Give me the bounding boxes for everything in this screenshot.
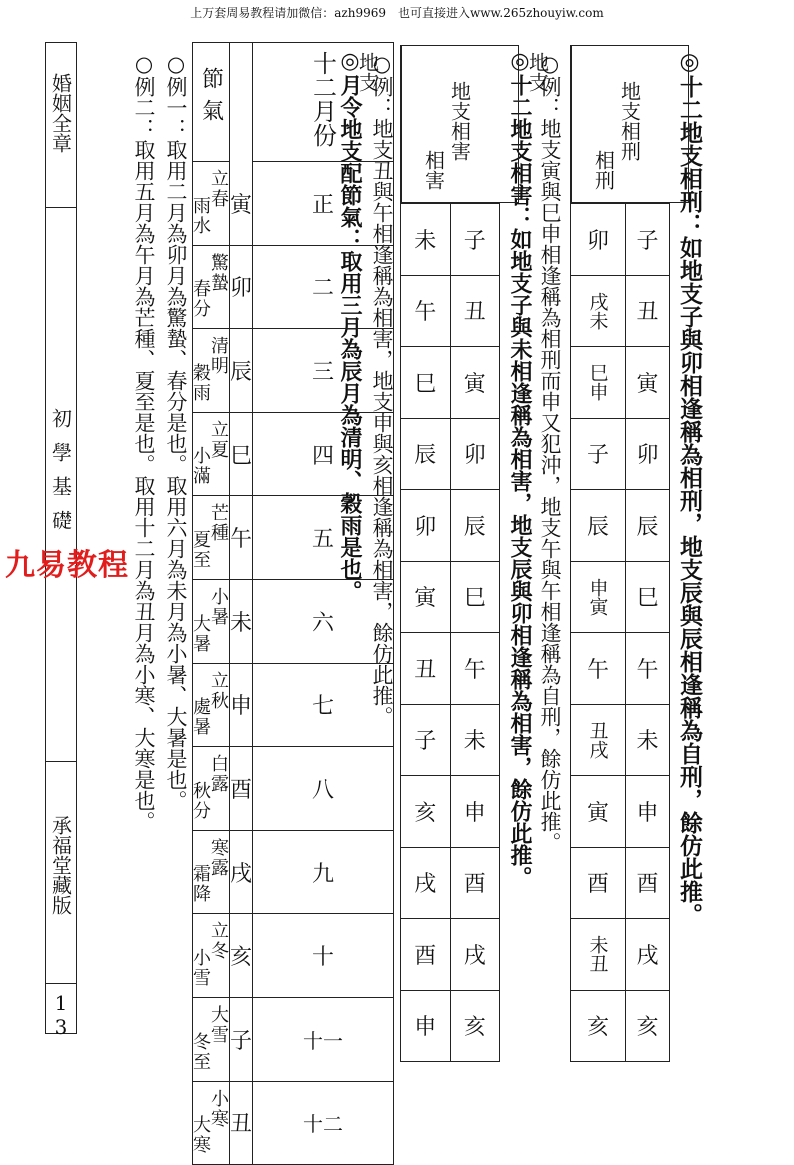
month-cell: 九 [253, 830, 394, 914]
branch-cell: 辰 [230, 329, 253, 413]
hai-branch-cell: 子 [450, 204, 500, 276]
table-row [193, 496, 394, 580]
table-row [193, 412, 394, 496]
xing-header-top: 地支 相刑 [571, 46, 572, 203]
table-row [571, 704, 670, 776]
month-cell: 正 [253, 162, 394, 246]
table-row [571, 418, 670, 490]
branch-header-blank [230, 43, 253, 162]
table-row [193, 579, 394, 663]
month-cell: 十二 [253, 1081, 394, 1165]
table-row [401, 561, 500, 633]
month-cell: 六 [253, 579, 394, 663]
xing-example: ○例：地支寅與巳申相逢稱為相刑而申又犯沖，地支午與午相逢稱為自刑，餘仿此推。 [538, 52, 562, 853]
hai-branch-cell: 未 [450, 704, 500, 776]
hai-header-top: 地支 相害 [401, 46, 402, 203]
sidebar [45, 42, 77, 1039]
table-row [571, 776, 670, 848]
jie-cell: 驚蟄 [211, 245, 230, 329]
jie-cell: 立冬 [211, 914, 230, 998]
table-row [571, 919, 670, 991]
branch-cell: 戌 [230, 830, 253, 914]
section-title: 初學基礎 [48, 408, 73, 544]
qi-cell: 春分 [193, 245, 212, 329]
branch-cell: 子 [230, 997, 253, 1081]
branch-cell: 巳 [230, 412, 253, 496]
table-row [571, 561, 670, 633]
hai-pair-cell: 酉 [401, 919, 451, 991]
hai-pair-cell: 亥 [401, 776, 451, 848]
hai-branch-cell: 丑 [450, 275, 500, 347]
hai-branch-cell: 辰 [450, 490, 500, 562]
xing-pair-cell: 午 [571, 633, 626, 705]
xing-pair-cell: 子 [571, 418, 626, 490]
sidebar-divider [46, 983, 76, 984]
xing-branch-cell: 寅 [626, 347, 670, 419]
table-row [401, 633, 500, 705]
hai-table [355, 45, 519, 203]
hai-pair-cell: 申 [401, 990, 451, 1062]
qi-cell: 穀雨 [193, 329, 212, 413]
xing-pair-cell: 辰 [571, 490, 626, 562]
month-cell: 十一 [253, 997, 394, 1081]
table-row [401, 490, 500, 562]
branch-cell: 寅 [230, 162, 253, 246]
hai-pair-cell: 子 [401, 704, 451, 776]
xing-pair-cell: 未丑 [571, 919, 626, 991]
xing-heading: ◎十二地支相刑：如地支子與卯相逢稱為相刑，地支辰與辰相逢稱為自刑，餘仿此推。 [676, 48, 703, 926]
table-row [193, 830, 394, 914]
month-cell: 七 [253, 663, 394, 747]
hai-pair-cell: 午 [401, 275, 451, 347]
branch-cell: 卯 [230, 245, 253, 329]
sidebar-divider [46, 207, 76, 208]
hai-branch-cell: 午 [450, 633, 500, 705]
table-row [193, 329, 394, 413]
xing-pair-cell: 卯 [571, 204, 626, 276]
table-row [401, 347, 500, 419]
month-cell: 十 [253, 914, 394, 998]
table-row [401, 204, 500, 276]
hai-branch-cell: 酉 [450, 847, 500, 919]
xing-pair-cell: 巳申 [571, 347, 626, 419]
branch-cell: 未 [230, 579, 253, 663]
header-notice: 上万套周易教程请加微信：azh9969 也可直接进入www.265zhouyiw.com [190, 6, 604, 20]
table-row [401, 990, 500, 1062]
hai-pair-cell: 寅 [401, 561, 451, 633]
jieqi-grid [192, 42, 394, 1165]
qi-cell: 冬至 [193, 997, 212, 1081]
xing-branch-cell: 酉 [626, 847, 670, 919]
month-cell: 二 [253, 245, 394, 329]
qi-cell: 秋分 [193, 747, 212, 831]
jie-cell: 小寒 [211, 1081, 230, 1165]
jieqi-heading: ◎月令地支配節氣：取用三月為辰月為清明、穀雨是也。 [337, 48, 363, 602]
table-row [571, 847, 670, 919]
table-row [193, 663, 394, 747]
publisher: 承福堂藏版 [48, 815, 73, 915]
month-cell: 八 [253, 747, 394, 831]
xing-rows-table [570, 203, 670, 1062]
jie-cell: 大雪 [211, 997, 230, 1081]
hai-pair-cell: 戌 [401, 847, 451, 919]
branch-cell: 申 [230, 663, 253, 747]
xing-pair-cell: 申寅 [571, 561, 626, 633]
table-row [401, 704, 500, 776]
table-row [193, 747, 394, 831]
jie-cell: 白露 [211, 747, 230, 831]
jie-cell: 清明 [211, 329, 230, 413]
month-cell: 四 [253, 412, 394, 496]
table-row [401, 847, 500, 919]
hai-example: ○例：地支丑與午相逢稱為相害，地支申與亥相逢稱為相害，餘仿此推。 [370, 52, 394, 727]
hai-branch-cell: 寅 [450, 347, 500, 419]
xing-pair-cell: 丑戌 [571, 704, 626, 776]
page-number: 13 [49, 991, 73, 1039]
qi-cell: 大暑 [193, 579, 212, 663]
xing-rows [570, 203, 670, 1062]
table-row [571, 633, 670, 705]
branch-cell: 亥 [230, 914, 253, 998]
hai-pair-cell: 丑 [401, 633, 451, 705]
qi-cell: 處暑 [193, 663, 212, 747]
month-cell: 三 [253, 329, 394, 413]
jieqi-example-1: ○例一：取用二月為卯月為驚蟄、春分是也。取用六月為未月為小暑、大暑是也。 [164, 52, 188, 811]
xing-branch-cell: 亥 [626, 990, 670, 1062]
branch-cell: 丑 [230, 1081, 253, 1165]
hai-heading: ◎十二地支相害：如地支子與未相逢稱為相害，地支辰與卯相逢稱為相害，餘仿此推。 [507, 48, 533, 888]
hai-pair-cell: 卯 [401, 490, 451, 562]
xing-branch-cell: 子 [626, 204, 670, 276]
table-row [193, 997, 394, 1081]
hai-pair-cell: 辰 [401, 418, 451, 490]
xing-branch-cell: 巳 [626, 561, 670, 633]
qi-cell: 夏至 [193, 496, 212, 580]
jie-cell: 寒露 [211, 830, 230, 914]
qi-cell: 小雪 [193, 914, 212, 998]
table-row [401, 919, 500, 991]
xing-row-label: 地支相刑 [572, 46, 689, 203]
jie-cell: 立春 [211, 162, 230, 246]
table-row [571, 275, 670, 347]
book-title: 婚姻全章 [48, 73, 73, 153]
xing-pair-cell: 酉 [571, 847, 626, 919]
xing-branch-cell: 未 [626, 704, 670, 776]
hai-branch-cell: 戌 [450, 919, 500, 991]
qi-cell: 小滿 [193, 412, 212, 496]
xing-pair-cell: 寅 [571, 776, 626, 848]
xing-branch-cell: 卯 [626, 418, 670, 490]
hai-rows-table [400, 203, 500, 1062]
hai-row-label: 地支相害 [402, 46, 519, 203]
table-row [401, 275, 500, 347]
table-row [571, 490, 670, 562]
jieqi-header-row [193, 43, 394, 162]
table-row [401, 776, 500, 848]
table-row [193, 914, 394, 998]
branch-cell: 酉 [230, 747, 253, 831]
hai-branch-cell: 巳 [450, 561, 500, 633]
hai-branch-cell: 卯 [450, 418, 500, 490]
jieqi-table [192, 42, 344, 1157]
jie-cell: 芒種 [211, 496, 230, 580]
branch-cell: 午 [230, 496, 253, 580]
table-row [571, 347, 670, 419]
xing-branch-cell: 辰 [626, 490, 670, 562]
hai-branch-cell: 申 [450, 776, 500, 848]
xing-branch-cell: 申 [626, 776, 670, 848]
xing-branch-cell: 午 [626, 633, 670, 705]
jieqi-example-2: ○例二：取用五月為午月為芒種、夏至是也。取用十二月為丑月為小寒、大寒是也。 [132, 52, 156, 832]
hai-pair-cell: 未 [401, 204, 451, 276]
jie-cell: 小暑 [211, 579, 230, 663]
hai-pair-cell: 巳 [401, 347, 451, 419]
table-row [401, 418, 500, 490]
xing-branch-cell: 戌 [626, 919, 670, 991]
watermark-logo: 九易教程 [5, 548, 129, 583]
xing-pair-cell: 戌未 [571, 275, 626, 347]
xing-branch-cell: 丑 [626, 275, 670, 347]
table-row [193, 245, 394, 329]
hai-branch-cell: 亥 [450, 990, 500, 1062]
solar-term-header: 節氣 [193, 43, 230, 162]
jie-cell: 立夏 [211, 412, 230, 496]
hai-rows [400, 203, 500, 1062]
qi-cell: 霜降 [193, 830, 212, 914]
table-row [571, 990, 670, 1062]
xing-pair-cell: 亥 [571, 990, 626, 1062]
jie-cell: 立秋 [211, 663, 230, 747]
xing-table [525, 45, 689, 203]
sidebar-divider [46, 761, 76, 762]
table-row [193, 162, 394, 246]
month-cell: 五 [253, 496, 394, 580]
qi-cell: 大寒 [193, 1081, 212, 1165]
table-row [571, 204, 670, 276]
qi-cell: 雨水 [193, 162, 212, 246]
month-header: 十二月份 [253, 43, 394, 162]
